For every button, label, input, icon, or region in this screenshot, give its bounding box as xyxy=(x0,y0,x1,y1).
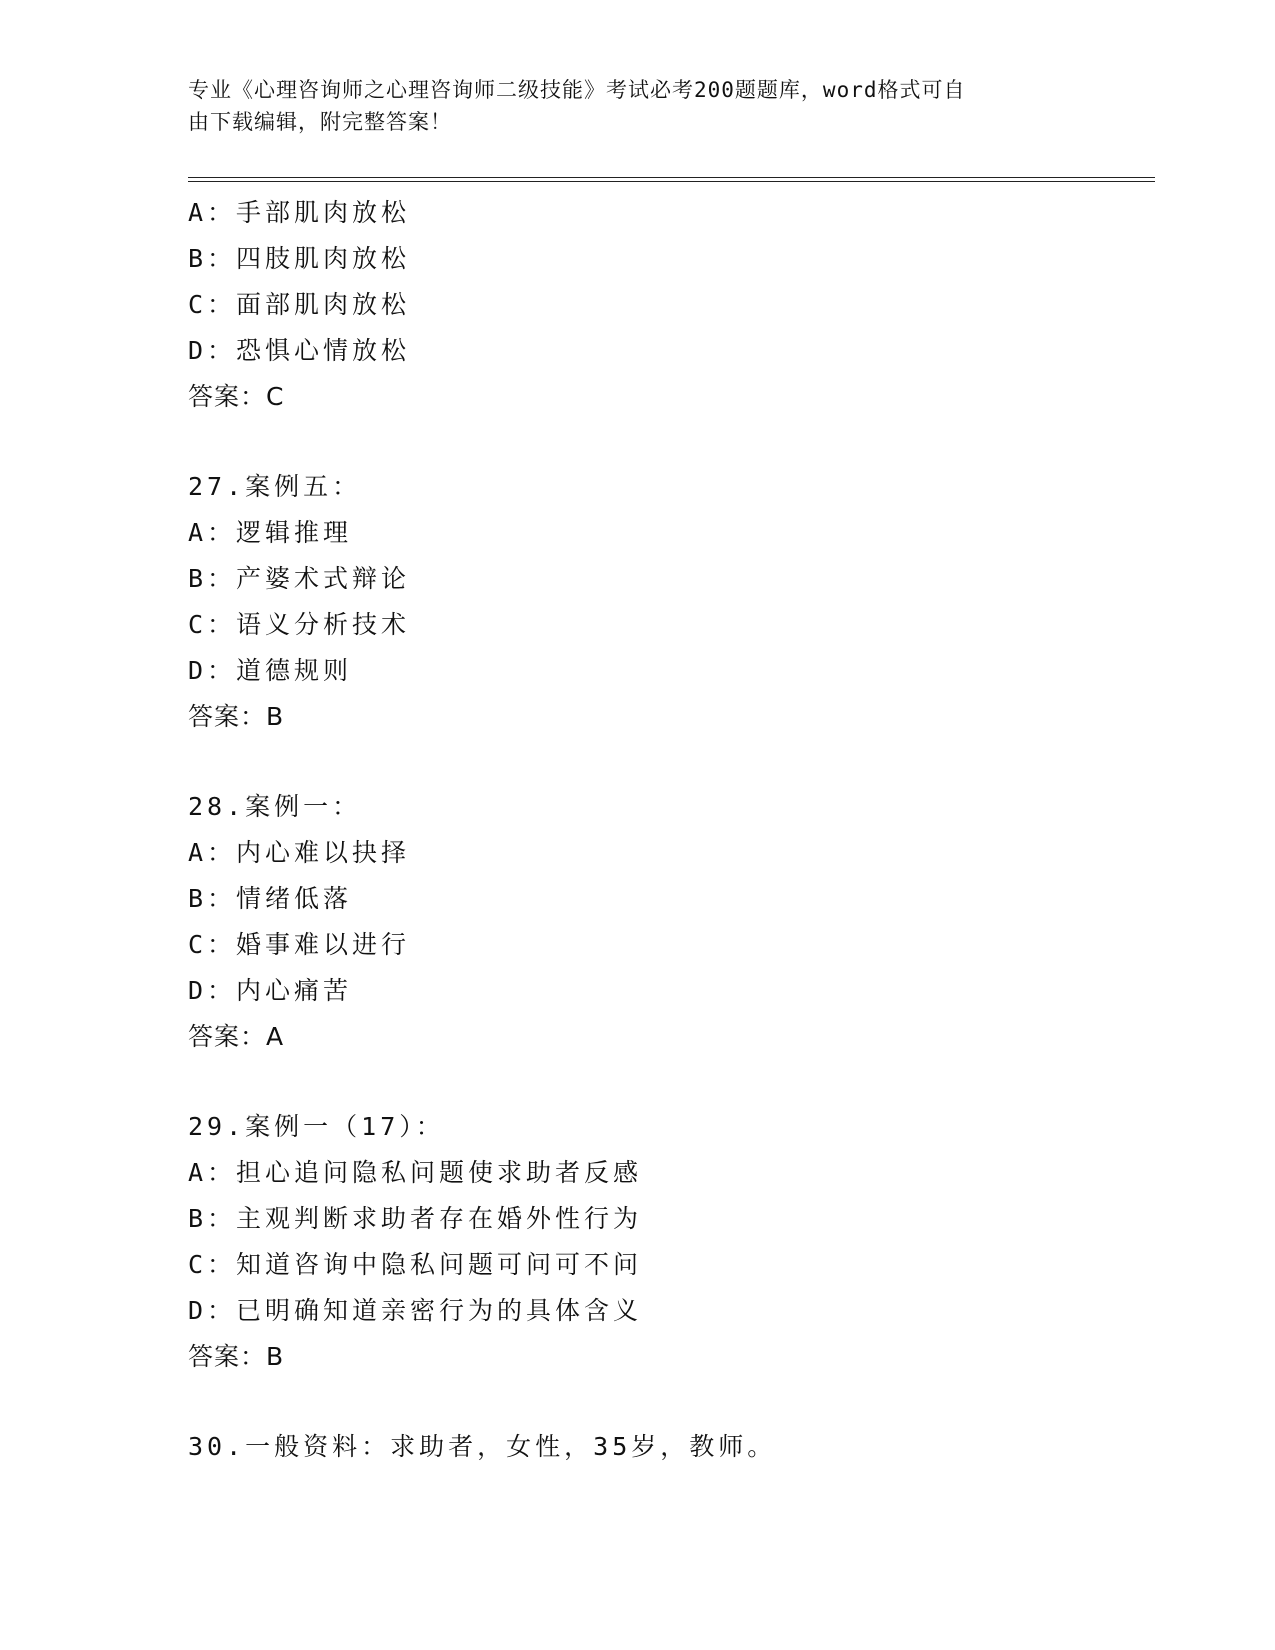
answer: 答案：C xyxy=(188,382,285,411)
option-c: C：面部肌肉放松 xyxy=(188,290,411,319)
question-30 xyxy=(188,1424,1148,1470)
document-header xyxy=(188,74,1068,138)
question-28 xyxy=(188,784,1148,1060)
option-d: D：已明确知道亲密行为的具体含义 xyxy=(188,1296,643,1325)
question-title: 30.一般资料：求助者，女性，35岁，教师。 xyxy=(188,1432,777,1461)
option-c: C：语义分析技术 xyxy=(188,610,411,639)
question-29 xyxy=(188,1104,1148,1380)
answer: 答案：B xyxy=(188,702,285,731)
question-list xyxy=(188,190,1148,1470)
question-title: 28.案例一： xyxy=(188,792,362,821)
header-line-2: 由下载编辑，附完整答案！ xyxy=(188,110,452,134)
option-b: B：主观判断求助者存在婚外性行为 xyxy=(188,1204,643,1233)
option-d: D：道德规则 xyxy=(188,656,353,685)
option-c: C：知道咨询中隐私问题可问可不问 xyxy=(188,1250,643,1279)
header-line-1: 专业《心理咨询师之心理咨询师二级技能》考试必考200题题库，word格式可自 xyxy=(188,78,966,102)
question-title: 27.案例五： xyxy=(188,472,362,501)
option-a: A：手部肌肉放松 xyxy=(188,198,411,227)
option-d: D：恐惧心情放松 xyxy=(188,336,411,365)
answer: 答案：A xyxy=(188,1022,285,1051)
option-a: A：逻辑推理 xyxy=(188,518,353,547)
option-d: D：内心痛苦 xyxy=(188,976,353,1005)
question-title: 29.案例一（17）： xyxy=(188,1112,445,1141)
answer: 答案：B xyxy=(188,1342,285,1371)
question-26 xyxy=(188,190,1148,420)
option-b: B：四肢肌肉放松 xyxy=(188,244,411,273)
option-a: A：内心难以抉择 xyxy=(188,838,411,867)
question-27 xyxy=(188,464,1148,740)
option-b: B：情绪低落 xyxy=(188,884,353,913)
header-divider xyxy=(188,177,1155,182)
option-b: B：产婆术式辩论 xyxy=(188,564,411,593)
option-a: A：担心追问隐私问题使求助者反感 xyxy=(188,1158,643,1187)
option-c: C：婚事难以进行 xyxy=(188,930,411,959)
